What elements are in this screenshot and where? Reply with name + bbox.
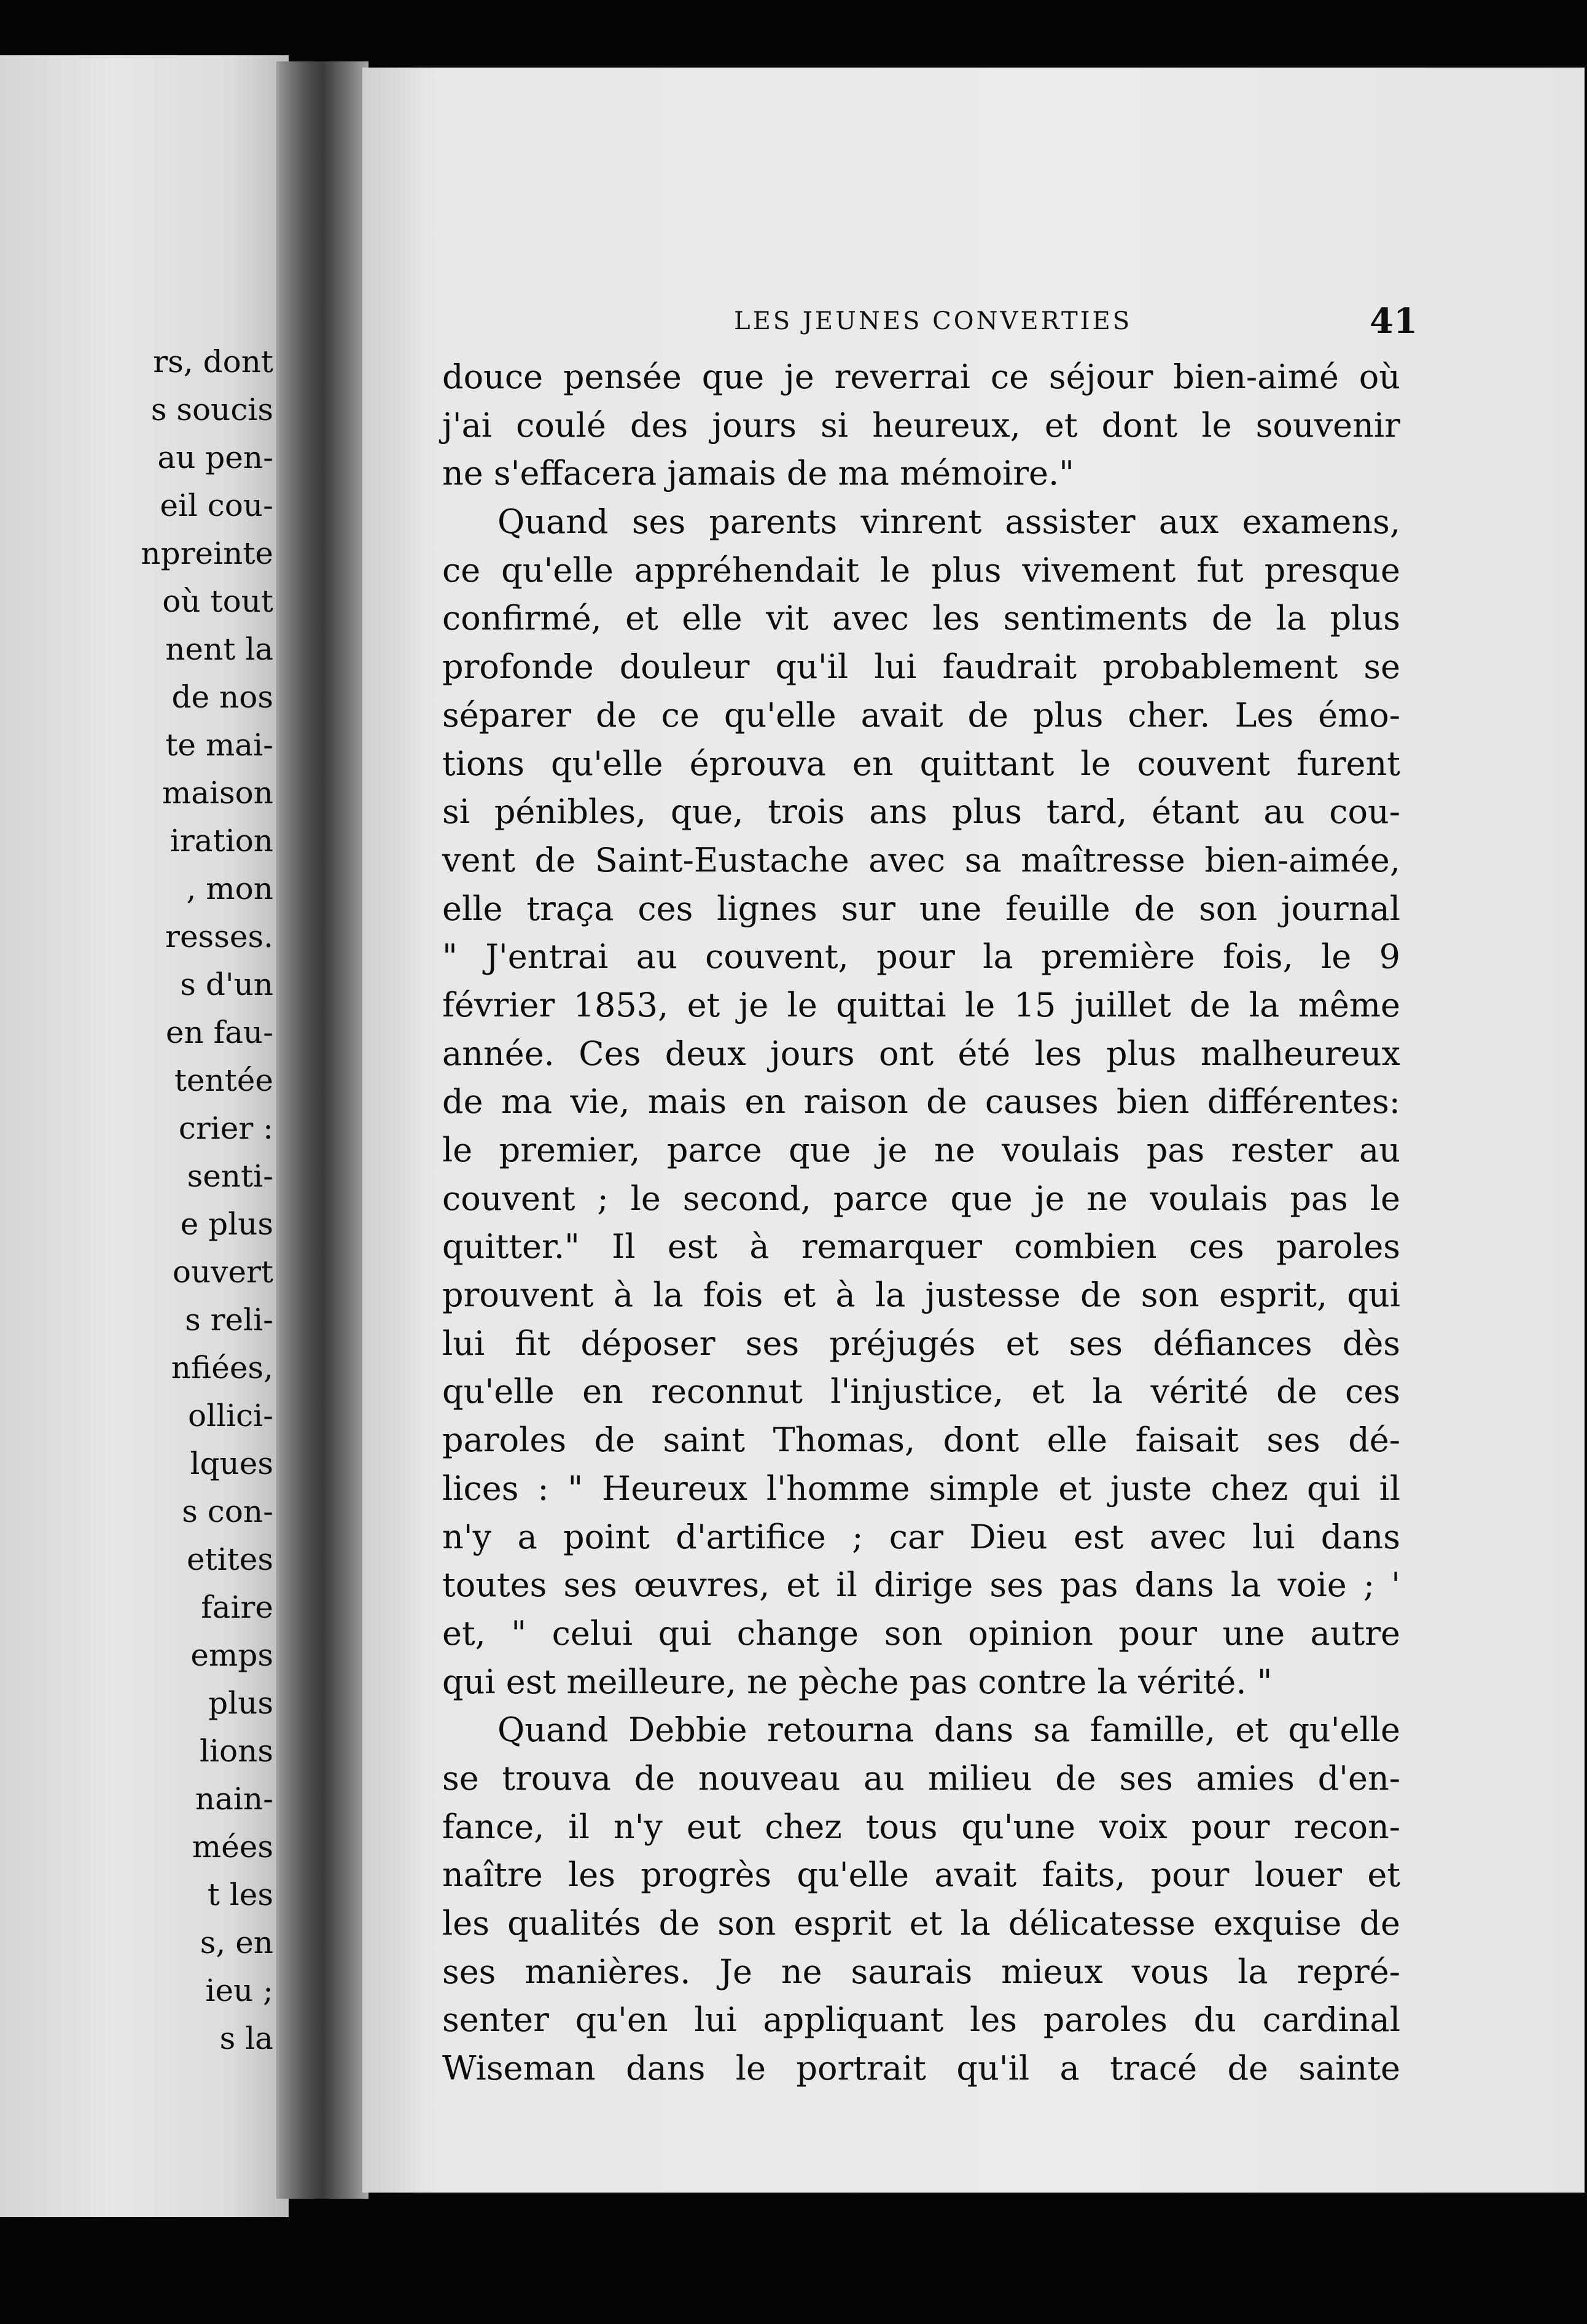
text-line: confirmé, et elle vit avec les sentiments de la plus bbox=[442, 599, 1400, 638]
left-line: s, en bbox=[200, 1925, 273, 1960]
text-line: lices : " Heureux l'homme simple et juste chez qui il bbox=[442, 1468, 1400, 1508]
left-line: nain- bbox=[195, 1781, 273, 1817]
left-line: eil cou- bbox=[160, 488, 273, 523]
left-line: s reli- bbox=[185, 1302, 273, 1338]
text-line: fance, il n'y eut chez tous qu'une voix pour recon- bbox=[442, 1807, 1400, 1846]
left-line: s la bbox=[219, 2021, 273, 2056]
text-line: tions qu'elle éprouva en quittant le couvent furent bbox=[442, 744, 1400, 783]
left-line: etites bbox=[186, 1542, 273, 1577]
left-line: de nos bbox=[171, 679, 273, 715]
left-line: mées bbox=[192, 1829, 273, 1865]
text-line: si pénibles, que, trois ans plus tard, étant au cou- bbox=[442, 792, 1400, 832]
text-line: j'ai coulé des jours si heureux, et dont le souvenir bbox=[442, 405, 1400, 445]
left-line: faire bbox=[201, 1589, 273, 1625]
left-line: s soucis bbox=[150, 392, 273, 427]
left-line: e plus bbox=[180, 1206, 273, 1242]
left-line: ouvert bbox=[172, 1254, 273, 1290]
left-line: s d'un bbox=[180, 967, 273, 1002]
text-line: quitter." Il est à remarquer combien ces paroles bbox=[442, 1227, 1400, 1266]
left-page-text bbox=[141, 338, 273, 2062]
text-line: les qualités de son esprit et la délicatesse exquise de bbox=[442, 1904, 1400, 1943]
left-line: te mai- bbox=[165, 727, 273, 763]
left-line: nfiées, bbox=[171, 1350, 273, 1386]
text-line: se trouva de nouveau au milieu de ses amies d'en- bbox=[442, 1758, 1400, 1798]
running-title: LES JEUNES CONVERTIES bbox=[734, 307, 1133, 335]
left-line: t les bbox=[207, 1877, 273, 1913]
left-line: au pen- bbox=[157, 440, 273, 475]
left-line: lions bbox=[200, 1733, 273, 1769]
page-number: 41 bbox=[1370, 301, 1417, 341]
text-line: qu'elle en reconnut l'injustice, et la vérité de ces bbox=[442, 1372, 1400, 1411]
text-line: elle traça ces lignes sur une feuille de son journal bbox=[442, 889, 1400, 928]
text-line: février 1853, et je le quittai le 15 juillet de la même bbox=[442, 985, 1400, 1024]
text-line: toutes ses œuvres, et il dirige ses pas dans la voie ; ' bbox=[442, 1566, 1400, 1605]
text-line: de ma vie, mais en raison de causes bien différentes: bbox=[442, 1082, 1400, 1121]
page-header bbox=[362, 301, 1585, 350]
left-line: lques bbox=[190, 1446, 273, 1481]
text-line: Wiseman dans le portrait qu'il a tracé de sainte bbox=[442, 2049, 1400, 2088]
right-page bbox=[362, 68, 1585, 2193]
left-line: où tout bbox=[162, 583, 273, 619]
text-line: année. Ces deux jours ont été les plus malheureux bbox=[442, 1034, 1400, 1073]
text-line: paroles de saint Thomas, dont elle faisait ses dé- bbox=[442, 1421, 1400, 1460]
text-line: naître les progrès qu'elle avait faits, pour louer et bbox=[442, 1855, 1400, 1895]
left-line: s con- bbox=[182, 1494, 273, 1529]
text-line: n'y a point d'artifice ; car Dieu est avec lui dans bbox=[442, 1517, 1400, 1556]
text-line: ne s'effacera jamais de ma mémoire." bbox=[442, 454, 1075, 493]
text-line: " J'entrai au couvent, pour la première fois, le 9 bbox=[442, 937, 1400, 977]
book-gutter-shadow bbox=[276, 61, 368, 2199]
text-line: Quand Debbie retourna dans sa famille, et qu'elle bbox=[497, 1710, 1400, 1750]
text-line: ce qu'elle appréhendait le plus vivement fut presque bbox=[442, 550, 1400, 590]
left-line: resses. bbox=[165, 919, 273, 954]
left-line: npreinte bbox=[141, 536, 273, 571]
left-page bbox=[0, 55, 289, 2217]
text-line: profonde douleur qu'il lui faudrait probablement se bbox=[442, 647, 1400, 687]
text-line: et, " celui qui change son opinion pour une autre bbox=[442, 1613, 1400, 1653]
left-line: , mon bbox=[186, 871, 273, 907]
text-line: Quand ses parents vinrent assister aux examens, bbox=[497, 502, 1400, 542]
text-line: senter qu'en lui appliquant les paroles du cardinal bbox=[442, 2000, 1400, 2040]
text-line: vent de Saint-Eustache avec sa maîtresse bien-aimée, bbox=[442, 840, 1400, 879]
text-line: lui fit déposer ses préjugés et ses défiances dès bbox=[442, 1324, 1400, 1363]
left-line: emps bbox=[190, 1637, 273, 1673]
left-line: maison bbox=[162, 775, 273, 811]
left-line: tentée bbox=[174, 1063, 273, 1098]
left-line: plus bbox=[208, 1685, 273, 1721]
left-line: senti- bbox=[187, 1158, 273, 1194]
left-line: ieu ; bbox=[205, 1973, 273, 2008]
body-text bbox=[442, 353, 1400, 2093]
left-line: en fau- bbox=[165, 1015, 273, 1050]
text-line: ses manières. Je ne saurais mieux vous la repré- bbox=[442, 1952, 1400, 1991]
left-line: ollici- bbox=[188, 1398, 273, 1433]
text-line: prouvent à la fois et à la justesse de son esprit, qui bbox=[442, 1276, 1400, 1315]
left-line: rs, dont bbox=[153, 344, 273, 380]
text-line: séparer de ce qu'elle avait de plus cher. Les émo- bbox=[442, 695, 1400, 735]
left-line: iration bbox=[170, 823, 273, 859]
text-line: le premier, parce que je ne voulais pas rester au bbox=[442, 1131, 1400, 1169]
text-line: qui est meilleure, ne pèche pas contre la vérité. " bbox=[442, 1662, 1273, 1701]
text-line: couvent ; le second, parce que je ne voulais pas le bbox=[442, 1179, 1400, 1218]
left-line: crier : bbox=[178, 1110, 273, 1146]
left-line: nent la bbox=[165, 631, 273, 667]
text-line: douce pensée que je reverrai ce séjour bien-aimé où bbox=[442, 357, 1400, 396]
